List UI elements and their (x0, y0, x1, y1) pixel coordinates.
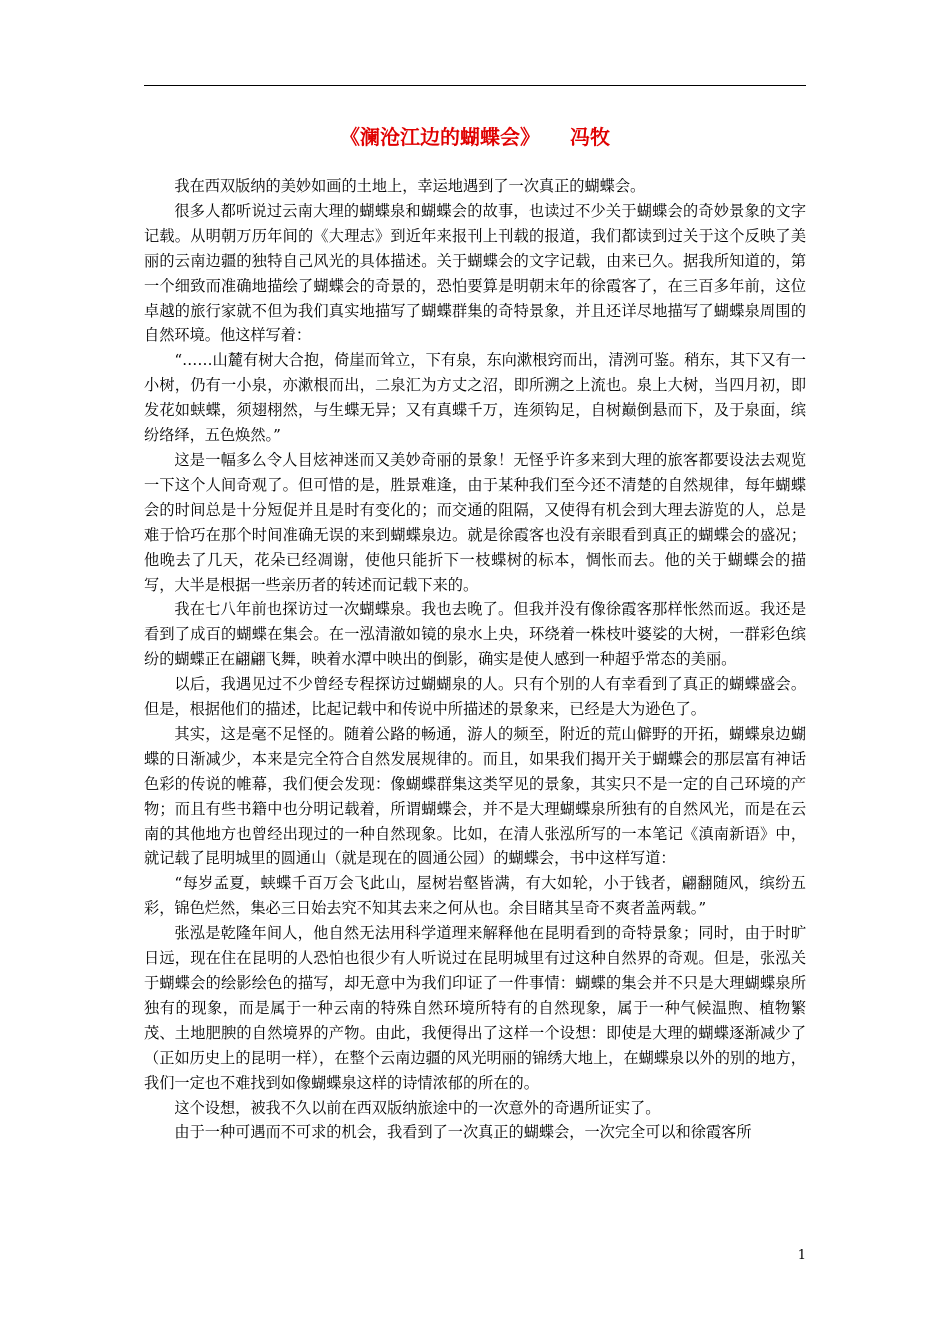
paragraph: 我在西双版纳的美妙如画的土地上，幸运地遇到了一次真正的蝴蝶会。 (174, 177, 646, 195)
document-title-line (144, 122, 806, 152)
header-rule (144, 85, 806, 86)
paragraph: 其实，这是毫不足怪的。随着公路的畅通，游人的频至，附近的荒山僻野的开拓，蝴蝶泉边蝴蝶的日渐减少，本来是完全符合自然发展规律的。而且，如果我们揭开关于蝴蝶会的那层富有神话色彩的传说的帷幕，我们便会发现：像蝴蝶群集这类罕见的景象，其实只不是一定的自己环境的产物；而且有些书籍中也分明记载着，所谓蝴蝶会，并不是大理蝴蝶泉所独有的自然风光，而是在云南的其他地方也曾经出现过的一种自然现象。比如，在清人张泓所写的一本笔记《滇南新语》中，就记载了昆明城里的圆通山（就是现在的圆通公园）的蝴蝶会，书中这样写道： (144, 724, 806, 868)
paragraph: 这是一幅多么令人目炫神迷而又美妙奇丽的景象！无怪乎许多来到大理的旅客都要设法去观览一下这个人间奇观了。但可惜的是，胜景难逢，由于某种我们至今还不清楚的自然规律，每年蝴蝶会的时间总是十分短促并且是时有变化的；而交通的阻隔，又使得有机会到大理去游览的人，总是难于恰巧在那个时间准确无误的来到蝴蝶泉边。就是徐霞客也没有亲眼看到真正的蝴蝶会的盛况；他晚去了几天，花朵已经凋谢，使他只能折下一枝蝶树的标本，惆怅而去。他的关于蝴蝶会的描写，大半是根据一些亲历者的转述而记载下来的。 (144, 450, 806, 594)
page-number: 1 (797, 1248, 806, 1263)
quote-paragraph: “……山麓有树大合抱，倚崖而耸立，下有泉，东向漱根窍而出，清洌可鉴。稍东，其下又有一小树，仍有一小泉，亦漱根而出，二泉汇为方丈之沼，即所溯之上流也。泉上大树，当四月初，即发花如蛱蝶，须翅栩然，与生蝶无异；又有真蝶千万，连须钩足，自树巅倒悬而下，及于泉面，缤纷络绎，五色焕然。” (144, 351, 806, 445)
paragraph: 以后，我遇见过不少曾经专程探访过蝴蝴泉的人。只有个别的人有幸看到了真正的蝴蝶盛会。但是，根据他们的描述，比起记载中和传说中所描述的景象来，已经是大为逊色了。 (144, 675, 806, 719)
article-body (144, 174, 806, 1145)
paragraph: 这个设想，被我不久以前在西双版纳旅途中的一次意外的奇遇所证实了。 (174, 1098, 661, 1117)
paragraph: 我在七八年前也探访过一次蝴蝶泉。我也去晚了。但我并没有像徐霞客那样怅然而返。我还是看到了成百的蝴蝶在集会。在一泓清澈如镜的泉水上央，环绕着一株枝叶婆娑的大树，一群彩色缤纷的蝴蝶正在翩翩飞舞，映着水潭中映出的倒影，确实是使人感到一种超乎常态的美丽。 (144, 600, 806, 669)
paragraph: 很多人都听说过云南大理的蝴蝶泉和蝴蝶会的故事，也读过不少关于蝴蝶会的奇妙景象的文字记载。从明朝万历年间的《大理志》到近年来报刊上刊载的报道，我们都读到过关于这个反映了美丽的云南边疆的独特自己风光的具体描述。关于蝴蝶会的文字记载，由来已久。据我所知道的，第一个细致而准确地描绘了蝴蝶会的奇景的，恐怕要算是明朝末年的徐霞客了，在三百多年前，这位卓越的旅行家就不但为我们真实地描写了蝴蝶群集的奇特景象，并且还详尽地描写了蝴蝶泉周围的自然环境。他这样写着： (144, 201, 806, 345)
document-author: 冯牧 (570, 125, 610, 149)
paragraph: 张泓是乾隆年间人，他自然无法用科学道理来解释他在昆明看到的奇特景象；同时，由于时旷日远，现在住在昆明的人恐怕也很少有人听说过在昆明城里有过这种自然界的奇观。但是，张泓关于蝴蝶会的绘影绘色的描写，却无意中为我们印证了一件事情：蝴蝶的集会并不只是大理蝴蝶泉所独有的现象，而是属于一种云南的特殊自然环境所特有的自然现象，属于一种气候温煦、植物繁茂、土地肥腴的自然境界的产物。由此，我便得出了这样一个设想：即使是大理的蝴蝶逐渐减少了（正如历史上的昆明一样），在整个云南边疆的风光明丽的锦绣大地上，在蝴蝶泉以外的别的地方，我们一定也不难找到如像蝴蝶泉这样的诗情浓郁的所在的。 (144, 924, 806, 1092)
paragraph: 由于一种可遇而不可求的机会，我看到了一次真正的蝴蝶会，一次完全可以和徐霞客所 (174, 1123, 752, 1142)
document-title: 《澜沧江边的蝴蝶会》 (340, 125, 540, 149)
quote-paragraph: “每岁孟夏，蛱蝶千百万会飞此山，屋树岩壑皆满，有大如轮，小于钱者，翩翻随风，缤纷五彩，锦色烂然，集必三日始去究不知其去来之何从也。余目睹其呈奇不爽者盖两载。” (144, 874, 806, 918)
